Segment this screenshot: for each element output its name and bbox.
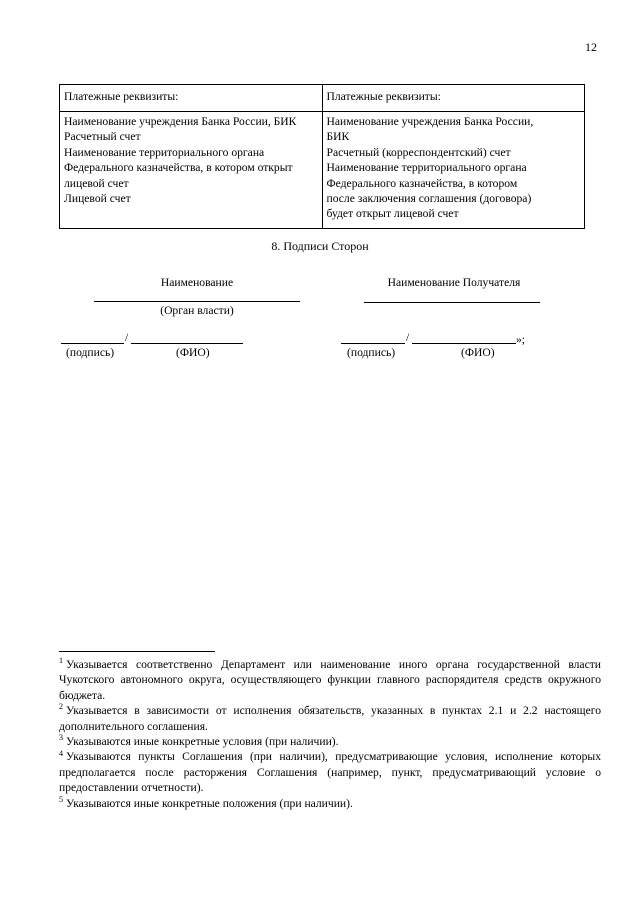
footnote-mark: 5 bbox=[59, 794, 63, 804]
detail-line: Лицевой счет bbox=[64, 192, 131, 206]
page-number: 12 bbox=[585, 40, 597, 54]
detail-line: Наименование учреждения Банка России, БИК bbox=[64, 115, 297, 128]
footnote-text: Указываются иные конкретные положения (при наличии). bbox=[66, 796, 353, 810]
right-fio-line bbox=[412, 343, 516, 344]
right-party-name: Наименование Получателя bbox=[387, 276, 521, 289]
footnote-separator bbox=[59, 651, 215, 652]
footnote bbox=[59, 749, 601, 795]
footnote bbox=[59, 796, 601, 811]
payment-details-table bbox=[59, 84, 585, 229]
footnote bbox=[59, 734, 601, 749]
detail-line: лицевой счет bbox=[64, 176, 129, 190]
footnotes bbox=[59, 657, 601, 811]
payment-details-right bbox=[322, 112, 585, 229]
right-closing-quote: »; bbox=[516, 333, 526, 346]
table-header-left: Платежные реквизиты: bbox=[60, 85, 323, 112]
detail-line: Наименование учреждения Банка России, bbox=[326, 115, 534, 128]
footnote-mark: 4 bbox=[59, 748, 63, 758]
right-fio-caption: (ФИО) bbox=[461, 346, 495, 359]
left-signature-line bbox=[61, 343, 124, 344]
detail-line: будет открыт лицевой счет bbox=[326, 207, 459, 221]
detail-line: БИК bbox=[326, 130, 350, 144]
table-header-right: Платежные реквизиты: bbox=[322, 85, 585, 112]
left-slash: / bbox=[125, 331, 129, 344]
footnote bbox=[59, 703, 601, 734]
detail-line: Расчетный счет bbox=[64, 130, 141, 144]
right-slash: / bbox=[406, 331, 410, 344]
footnote-text: Указывается в зависимости от исполнения обязательств, указанных в пунктах 2.1 и 2.2 настоящего дополнительного соглашения. bbox=[59, 704, 601, 733]
payment-details-left bbox=[60, 112, 323, 229]
detail-line: Федерального казначейства, в котором открыт bbox=[64, 161, 293, 175]
left-organ-caption: (Орган власти) bbox=[160, 304, 234, 317]
footnote bbox=[59, 657, 601, 703]
footnote-text: Указываются пункты Соглашения (при наличии), предусматривающие условия, исполнение которых предполагается после расторжения Соглашения (например, пункт, предусматривающий условие о предоставлении отчетности). bbox=[59, 750, 601, 795]
footnote-text: Указывается соответственно Департамент или наименование иного органа государственной власти Чукотского автономного округа, осуществляющего функции главного распорядителя средств окружного бюджета. bbox=[59, 658, 601, 702]
detail-line: Расчетный (корреспондентский) счет bbox=[326, 145, 511, 159]
right-sign-caption: (подпись) bbox=[347, 346, 396, 359]
footnote-mark: 3 bbox=[59, 733, 63, 743]
detail-line: Наименование территориального органа bbox=[64, 145, 265, 159]
detail-line: Наименование территориального органа bbox=[326, 161, 527, 175]
left-fio-caption: (ФИО) bbox=[176, 346, 210, 359]
footnote-mark: 2 bbox=[59, 702, 63, 712]
right-signature-line bbox=[341, 343, 405, 344]
left-sign-caption: (подпись) bbox=[66, 346, 115, 359]
footnote-mark: 1 bbox=[59, 656, 63, 666]
detail-line: Федерального казначейства, в котором bbox=[326, 176, 518, 190]
detail-line: после заключения соглашения (договора) bbox=[326, 192, 532, 206]
left-fio-line bbox=[131, 343, 243, 344]
footnote-text: Указываются иные конкретные условия (при наличии). bbox=[66, 735, 339, 749]
right-name-line bbox=[364, 302, 540, 303]
left-name-line bbox=[94, 301, 300, 302]
section-title: 8. Подписи Сторон bbox=[271, 239, 369, 253]
left-party-name: Наименование bbox=[160, 276, 234, 289]
